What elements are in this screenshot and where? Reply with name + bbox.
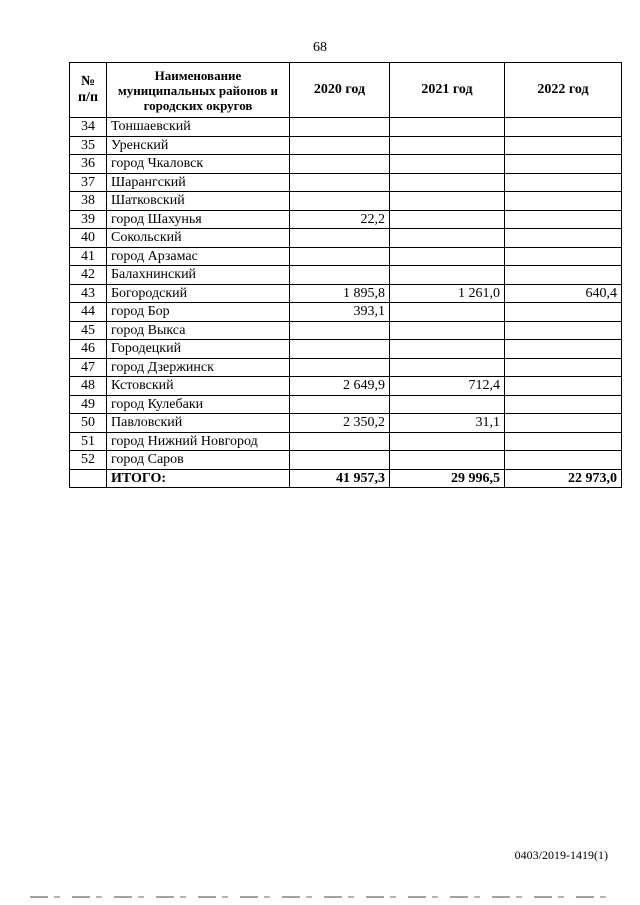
row-number: 43 [70, 284, 107, 303]
table-row [70, 340, 622, 359]
municipality-name: Уренский [107, 136, 290, 155]
row-number: 45 [70, 321, 107, 340]
municipality-name: город Выкса [107, 321, 290, 340]
value-2021 [390, 451, 505, 470]
municipality-name: Тоншаевский [107, 118, 290, 137]
row-number: 37 [70, 173, 107, 192]
municipality-name: Павловский [107, 414, 290, 433]
header-2022: 2022 год [505, 63, 622, 118]
value-2022 [505, 266, 622, 285]
row-number: 41 [70, 247, 107, 266]
value-2021: 712,4 [390, 377, 505, 396]
row-number: 51 [70, 432, 107, 451]
municipality-name: город Бор [107, 303, 290, 322]
value-2021 [390, 118, 505, 137]
municipality-name: город Арзамас [107, 247, 290, 266]
header-2021: 2021 год [390, 63, 505, 118]
value-2021 [390, 340, 505, 359]
municipality-name: город Кулебаки [107, 395, 290, 414]
value-2020 [290, 395, 390, 414]
value-2022 [505, 247, 622, 266]
value-2020: 2 350,2 [290, 414, 390, 433]
value-2020 [290, 155, 390, 174]
value-2022 [505, 358, 622, 377]
value-2021 [390, 395, 505, 414]
value-2022 [505, 210, 622, 229]
value-2021 [390, 432, 505, 451]
value-2022 [505, 173, 622, 192]
table-row [70, 266, 622, 285]
row-number: 48 [70, 377, 107, 396]
budget-table [69, 62, 622, 488]
value-2022 [505, 118, 622, 137]
municipality-name: Балахнинский [107, 266, 290, 285]
table-row [70, 395, 622, 414]
value-2021: 31,1 [390, 414, 505, 433]
total-2022: 22 973,0 [505, 469, 622, 488]
row-number: 34 [70, 118, 107, 137]
table-row [70, 192, 622, 211]
value-2020 [290, 136, 390, 155]
value-2020 [290, 432, 390, 451]
header-municipality: Наименование муниципальных районов и городских округов [107, 63, 290, 118]
municipality-name: город Нижний Новгород [107, 432, 290, 451]
value-2021 [390, 266, 505, 285]
total-label: ИТОГО: [107, 469, 290, 488]
value-2022: 640,4 [505, 284, 622, 303]
value-2020 [290, 358, 390, 377]
value-2022 [505, 377, 622, 396]
value-2022 [505, 155, 622, 174]
value-2021 [390, 321, 505, 340]
row-number: 52 [70, 451, 107, 470]
table-row [70, 173, 622, 192]
row-number: 50 [70, 414, 107, 433]
table-row [70, 303, 622, 322]
table-row [70, 229, 622, 248]
total-2021: 29 996,5 [390, 469, 505, 488]
header-2020: 2020 год [290, 63, 390, 118]
value-2020 [290, 451, 390, 470]
table-row [70, 284, 622, 303]
table-row [70, 247, 622, 266]
table-row [70, 377, 622, 396]
row-number: 49 [70, 395, 107, 414]
value-2021 [390, 155, 505, 174]
table-header [70, 63, 622, 118]
value-2020 [290, 340, 390, 359]
municipality-name: Шарангский [107, 173, 290, 192]
table-row [70, 321, 622, 340]
header-number: № п/п [70, 63, 107, 118]
table-row [70, 136, 622, 155]
municipality-name: город Шахунья [107, 210, 290, 229]
table-row [70, 210, 622, 229]
value-2020 [290, 173, 390, 192]
value-2022 [505, 451, 622, 470]
row-number: 40 [70, 229, 107, 248]
table-row [70, 414, 622, 433]
value-2020: 2 649,9 [290, 377, 390, 396]
row-number: 35 [70, 136, 107, 155]
value-2020 [290, 118, 390, 137]
value-2021 [390, 210, 505, 229]
total-row [70, 469, 622, 488]
value-2020 [290, 247, 390, 266]
table-body [70, 118, 622, 470]
row-number: 44 [70, 303, 107, 322]
row-number: 42 [70, 266, 107, 285]
value-2021 [390, 303, 505, 322]
value-2021 [390, 247, 505, 266]
table-row [70, 118, 622, 137]
value-2022 [505, 303, 622, 322]
table-row [70, 432, 622, 451]
value-2022 [505, 414, 622, 433]
value-2021: 1 261,0 [390, 284, 505, 303]
municipality-name: Кстовский [107, 377, 290, 396]
table-row [70, 155, 622, 174]
municipality-name: город Дзержинск [107, 358, 290, 377]
row-number: 46 [70, 340, 107, 359]
page-number: 68 [313, 40, 327, 55]
value-2022 [505, 321, 622, 340]
value-2022 [505, 229, 622, 248]
value-2020: 1 895,8 [290, 284, 390, 303]
municipality-name: город Саров [107, 451, 290, 470]
row-number: 38 [70, 192, 107, 211]
value-2020 [290, 192, 390, 211]
municipality-name: Шатковский [107, 192, 290, 211]
total-number-cell [70, 469, 107, 488]
value-2020: 393,1 [290, 303, 390, 322]
table-row [70, 358, 622, 377]
value-2021 [390, 192, 505, 211]
value-2021 [390, 136, 505, 155]
value-2021 [390, 229, 505, 248]
value-2022 [505, 395, 622, 414]
row-number: 39 [70, 210, 107, 229]
value-2021 [390, 358, 505, 377]
value-2022 [505, 192, 622, 211]
municipality-name: Сокольский [107, 229, 290, 248]
value-2020: 22,2 [290, 210, 390, 229]
value-2021 [390, 173, 505, 192]
value-2020 [290, 321, 390, 340]
municipality-name: Городецкий [107, 340, 290, 359]
municipality-name: Богородский [107, 284, 290, 303]
total-2020: 41 957,3 [290, 469, 390, 488]
municipality-name: город Чкаловск [107, 155, 290, 174]
table-row [70, 451, 622, 470]
scan-edge-marks [30, 896, 610, 898]
value-2020 [290, 266, 390, 285]
value-2022 [505, 432, 622, 451]
value-2022 [505, 340, 622, 359]
document-code: 0403/2019-1419(1) [514, 848, 608, 862]
row-number: 47 [70, 358, 107, 377]
row-number: 36 [70, 155, 107, 174]
value-2020 [290, 229, 390, 248]
value-2022 [505, 136, 622, 155]
